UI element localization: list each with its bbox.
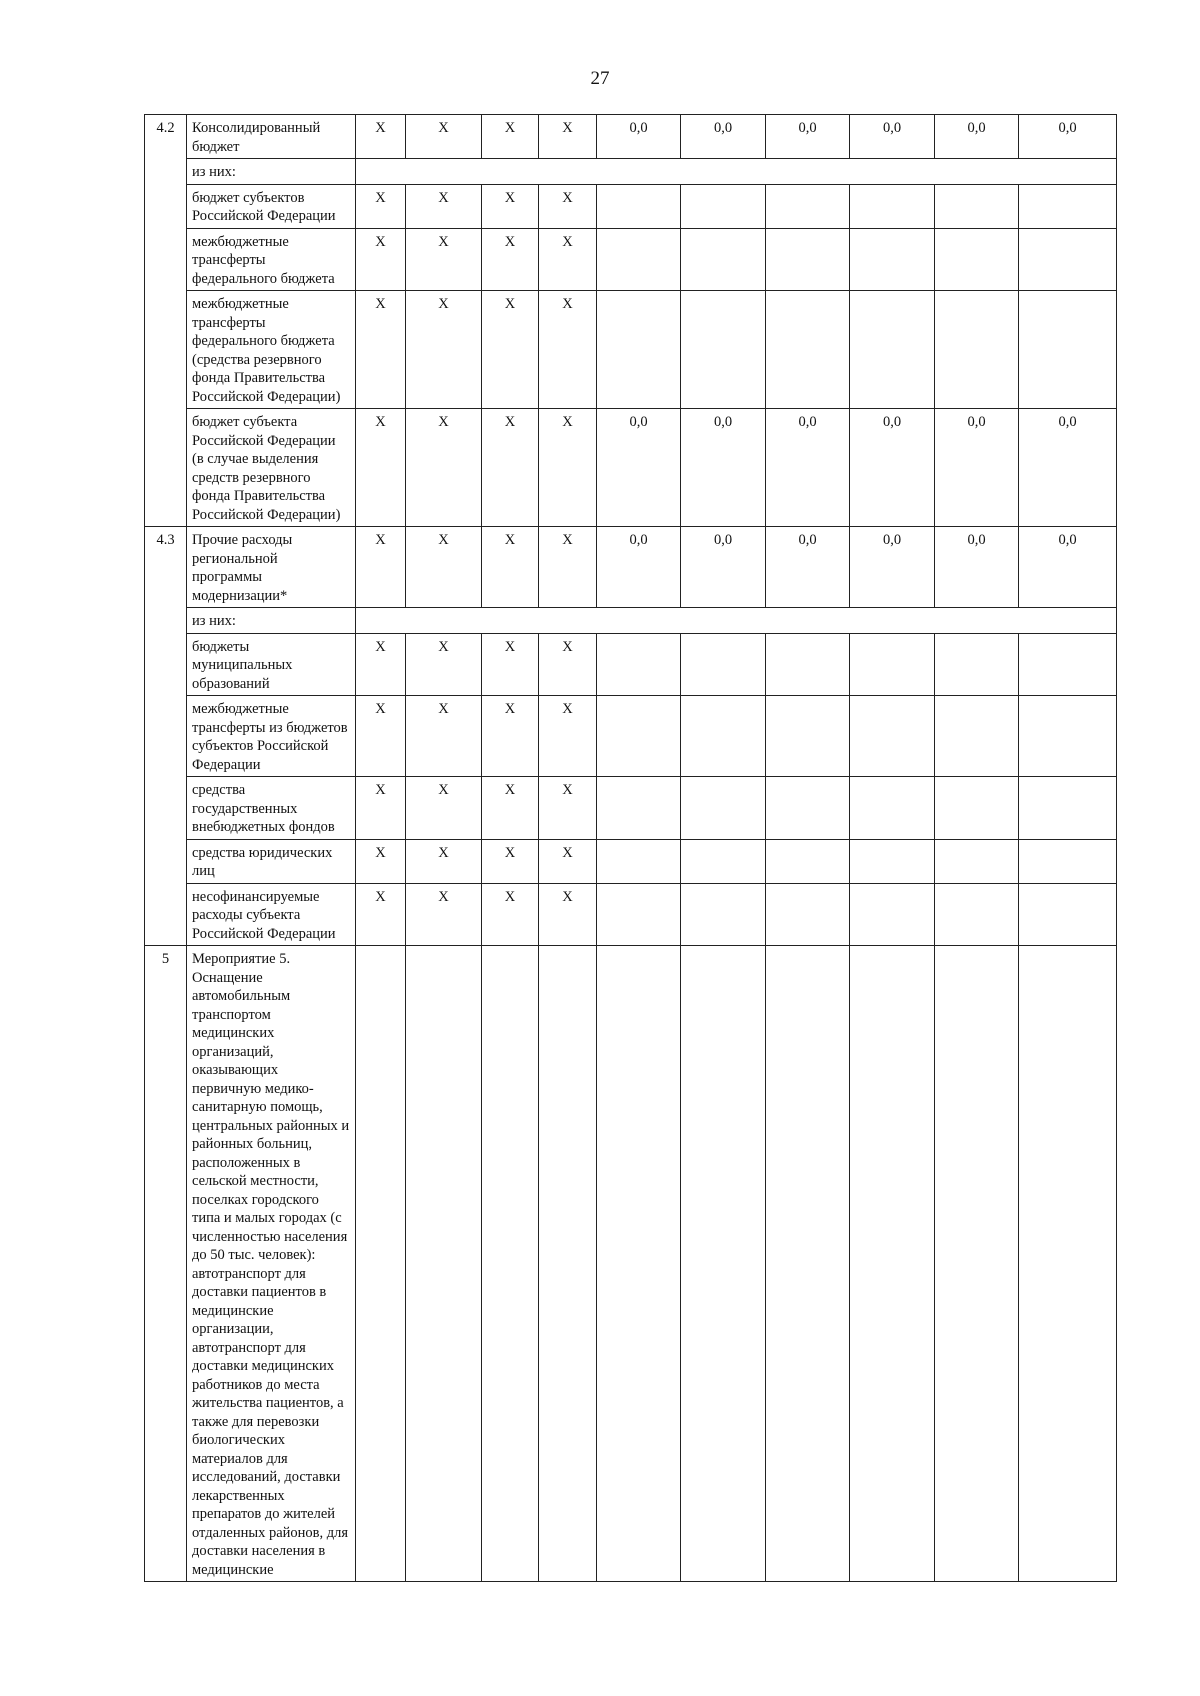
value-cell bbox=[681, 883, 766, 946]
mark-cell: X bbox=[356, 228, 406, 291]
row-name-cell: средства государственных внебюджетных фондов bbox=[187, 777, 356, 840]
value-cell bbox=[597, 883, 681, 946]
mark-cell: X bbox=[406, 633, 482, 696]
row-name-cell: несофинансируемые расходы субъекта Российской Федерации bbox=[187, 883, 356, 946]
table-row bbox=[145, 777, 1117, 840]
row-number-cell bbox=[145, 608, 187, 634]
row-name-cell: Мероприятие 5. Оснащение автомобильным транспортом медицинских организаций, оказывающих первичную медико-санитарную помощь, центральных районных и районных больниц, расположенных в сельской местности, поселках городского типа и малых городах (с численностью населения до 50 тыс. человек): автотранспорт для доставки пациентов в медицинские организации, автотранспорт для доставки медицинских работников до места жительства пациентов, а также для перевозки биологических материалов для исследований, доставки лекарственных препаратов до жителей отдаленных районов, для доставки населения в медицинские bbox=[187, 946, 356, 1582]
value-cell: 0,0 bbox=[850, 409, 935, 527]
value-cell: 0,0 bbox=[681, 409, 766, 527]
row-number-cell bbox=[145, 839, 187, 883]
value-cell bbox=[681, 777, 766, 840]
mark-cell: X bbox=[539, 777, 597, 840]
mark-cell bbox=[356, 946, 406, 1582]
value-cell bbox=[1019, 291, 1117, 409]
mark-cell: X bbox=[539, 228, 597, 291]
row-number-cell bbox=[145, 777, 187, 840]
row-number-cell: 4.2 bbox=[145, 115, 187, 159]
mark-cell: X bbox=[406, 777, 482, 840]
table-row bbox=[145, 839, 1117, 883]
row-name-cell: средства юридических лиц bbox=[187, 839, 356, 883]
value-cell bbox=[1019, 228, 1117, 291]
value-cell bbox=[597, 946, 681, 1582]
mark-cell: X bbox=[539, 839, 597, 883]
mark-cell: X bbox=[482, 777, 539, 840]
value-cell bbox=[681, 291, 766, 409]
value-cell bbox=[935, 696, 1019, 777]
value-cell bbox=[681, 696, 766, 777]
value-cell bbox=[935, 184, 1019, 228]
mark-cell: X bbox=[406, 527, 482, 608]
mark-cell: X bbox=[356, 115, 406, 159]
value-cell: 0,0 bbox=[935, 409, 1019, 527]
value-cell bbox=[935, 228, 1019, 291]
value-cell bbox=[935, 946, 1019, 1582]
merged-empty-cell bbox=[356, 159, 1117, 185]
table-row bbox=[145, 409, 1117, 527]
value-cell bbox=[850, 184, 935, 228]
value-cell bbox=[1019, 883, 1117, 946]
value-cell: 0,0 bbox=[597, 115, 681, 159]
value-cell bbox=[681, 839, 766, 883]
mark-cell: X bbox=[356, 184, 406, 228]
value-cell bbox=[1019, 839, 1117, 883]
value-cell: 0,0 bbox=[1019, 115, 1117, 159]
value-cell bbox=[681, 184, 766, 228]
value-cell: 0,0 bbox=[597, 527, 681, 608]
value-cell: 0,0 bbox=[850, 115, 935, 159]
row-number-cell bbox=[145, 228, 187, 291]
value-cell bbox=[935, 633, 1019, 696]
mark-cell: X bbox=[406, 409, 482, 527]
page-number: 27 bbox=[590, 68, 610, 89]
row-number-cell: 4.3 bbox=[145, 527, 187, 608]
mark-cell bbox=[406, 946, 482, 1582]
mark-cell: X bbox=[539, 883, 597, 946]
value-cell bbox=[850, 946, 935, 1582]
row-number-cell bbox=[145, 184, 187, 228]
value-cell bbox=[597, 839, 681, 883]
mark-cell: X bbox=[356, 696, 406, 777]
mark-cell: X bbox=[356, 291, 406, 409]
table-row bbox=[145, 696, 1117, 777]
value-cell bbox=[935, 883, 1019, 946]
value-cell bbox=[597, 633, 681, 696]
table-row bbox=[145, 228, 1117, 291]
mark-cell: X bbox=[482, 696, 539, 777]
mark-cell: X bbox=[539, 409, 597, 527]
value-cell bbox=[766, 946, 850, 1582]
value-cell: 0,0 bbox=[1019, 527, 1117, 608]
value-cell bbox=[766, 228, 850, 291]
value-cell bbox=[850, 228, 935, 291]
value-cell bbox=[597, 228, 681, 291]
value-cell bbox=[935, 291, 1019, 409]
mark-cell: X bbox=[482, 184, 539, 228]
row-name-cell: бюджет субъекта Российской Федерации (в случае выделения средств резервного фонда Правительства Российской Федерации) bbox=[187, 409, 356, 527]
table-row bbox=[145, 883, 1117, 946]
value-cell bbox=[681, 633, 766, 696]
table-row bbox=[145, 159, 1117, 185]
mark-cell: X bbox=[406, 839, 482, 883]
mark-cell: X bbox=[539, 696, 597, 777]
mark-cell: X bbox=[356, 633, 406, 696]
row-name-cell: межбюджетные трансферты из бюджетов субъектов Российской Федерации bbox=[187, 696, 356, 777]
table-row bbox=[145, 184, 1117, 228]
mark-cell: X bbox=[482, 527, 539, 608]
value-cell: 0,0 bbox=[766, 115, 850, 159]
mark-cell: X bbox=[356, 839, 406, 883]
mark-cell: X bbox=[482, 839, 539, 883]
value-cell bbox=[766, 291, 850, 409]
table-row bbox=[145, 291, 1117, 409]
value-cell: 0,0 bbox=[1019, 409, 1117, 527]
row-name-cell: бюджеты муниципальных образований bbox=[187, 633, 356, 696]
row-name-cell: бюджет субъектов Российской Федерации bbox=[187, 184, 356, 228]
mark-cell: X bbox=[482, 883, 539, 946]
value-cell bbox=[850, 839, 935, 883]
mark-cell: X bbox=[539, 527, 597, 608]
row-number-cell bbox=[145, 291, 187, 409]
value-cell bbox=[850, 291, 935, 409]
value-cell bbox=[766, 883, 850, 946]
mark-cell: X bbox=[356, 527, 406, 608]
value-cell bbox=[681, 228, 766, 291]
mark-cell bbox=[539, 946, 597, 1582]
value-cell bbox=[935, 777, 1019, 840]
value-cell bbox=[597, 777, 681, 840]
row-name-cell: межбюджетные трансферты федерального бюджета (средства резервного фонда Правительства Российской Федерации) bbox=[187, 291, 356, 409]
row-name-cell: Прочие расходы региональной программы модернизации* bbox=[187, 527, 356, 608]
value-cell bbox=[597, 696, 681, 777]
value-cell bbox=[1019, 696, 1117, 777]
value-cell bbox=[850, 696, 935, 777]
mark-cell: X bbox=[406, 291, 482, 409]
value-cell bbox=[597, 291, 681, 409]
mark-cell: X bbox=[406, 115, 482, 159]
value-cell bbox=[935, 839, 1019, 883]
row-number-cell bbox=[145, 409, 187, 527]
row-number-cell: 5 bbox=[145, 946, 187, 1582]
mark-cell: X bbox=[406, 696, 482, 777]
mark-cell: X bbox=[482, 115, 539, 159]
table-row bbox=[145, 115, 1117, 159]
mark-cell: X bbox=[356, 409, 406, 527]
value-cell bbox=[850, 777, 935, 840]
row-name-cell: из них: bbox=[187, 159, 356, 185]
value-cell: 0,0 bbox=[935, 527, 1019, 608]
mark-cell: X bbox=[406, 883, 482, 946]
value-cell: 0,0 bbox=[850, 527, 935, 608]
mark-cell: X bbox=[482, 228, 539, 291]
mark-cell: X bbox=[539, 633, 597, 696]
value-cell bbox=[766, 184, 850, 228]
mark-cell: X bbox=[356, 777, 406, 840]
row-name-cell: Консолидированный бюджет bbox=[187, 115, 356, 159]
row-number-cell bbox=[145, 633, 187, 696]
value-cell bbox=[597, 184, 681, 228]
value-cell bbox=[1019, 777, 1117, 840]
mark-cell: X bbox=[539, 115, 597, 159]
row-name-cell: из них: bbox=[187, 608, 356, 634]
value-cell bbox=[850, 883, 935, 946]
row-number-cell bbox=[145, 159, 187, 185]
row-name-cell: межбюджетные трансферты федерального бюджета bbox=[187, 228, 356, 291]
value-cell bbox=[766, 696, 850, 777]
value-cell bbox=[1019, 184, 1117, 228]
value-cell: 0,0 bbox=[597, 409, 681, 527]
value-cell: 0,0 bbox=[766, 409, 850, 527]
table-row bbox=[145, 946, 1117, 1582]
value-cell bbox=[766, 839, 850, 883]
value-cell: 0,0 bbox=[766, 527, 850, 608]
budget-table bbox=[144, 114, 1117, 1582]
table-row bbox=[145, 633, 1117, 696]
merged-empty-cell bbox=[356, 608, 1117, 634]
value-cell: 0,0 bbox=[681, 115, 766, 159]
mark-cell: X bbox=[539, 291, 597, 409]
value-cell: 0,0 bbox=[681, 527, 766, 608]
value-cell bbox=[1019, 946, 1117, 1582]
row-number-cell bbox=[145, 883, 187, 946]
row-number-cell bbox=[145, 696, 187, 777]
mark-cell bbox=[482, 946, 539, 1582]
value-cell bbox=[850, 633, 935, 696]
mark-cell: X bbox=[356, 883, 406, 946]
value-cell bbox=[1019, 633, 1117, 696]
table-row bbox=[145, 608, 1117, 634]
mark-cell: X bbox=[406, 184, 482, 228]
mark-cell: X bbox=[482, 409, 539, 527]
value-cell bbox=[766, 777, 850, 840]
mark-cell: X bbox=[482, 633, 539, 696]
value-cell: 0,0 bbox=[935, 115, 1019, 159]
value-cell bbox=[766, 633, 850, 696]
mark-cell: X bbox=[482, 291, 539, 409]
mark-cell: X bbox=[406, 228, 482, 291]
mark-cell: X bbox=[539, 184, 597, 228]
value-cell bbox=[681, 946, 766, 1582]
table-row bbox=[145, 527, 1117, 608]
